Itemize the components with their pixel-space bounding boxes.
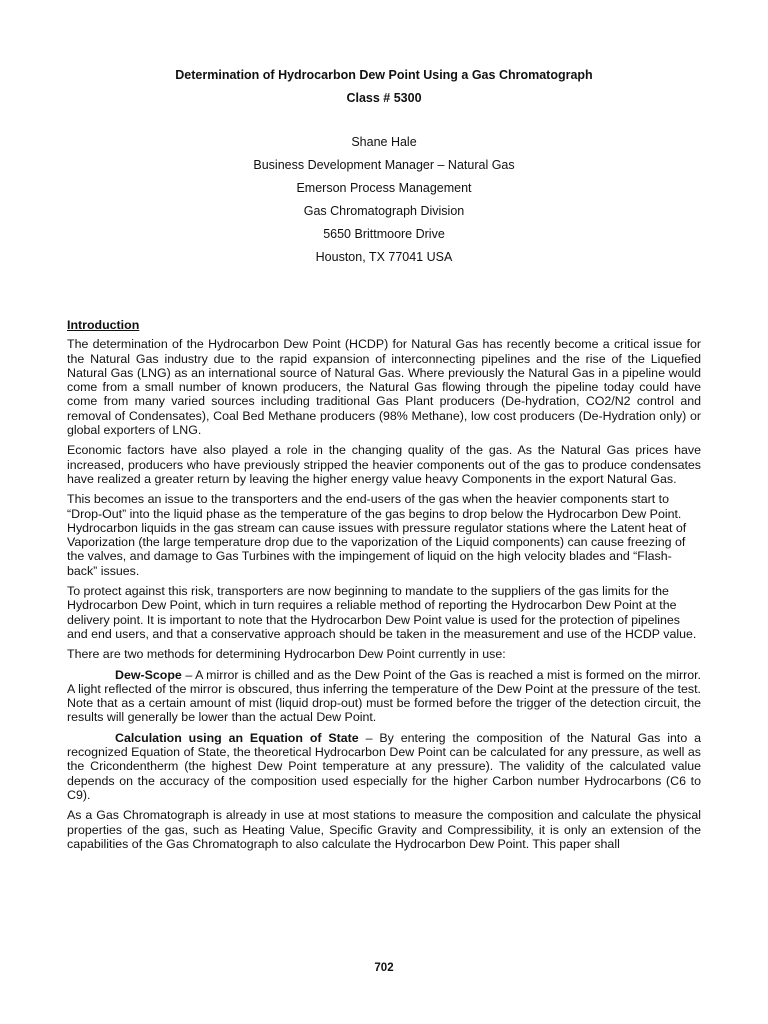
dew-scope-text: – A mirror is chilled and as the Dew Point of the Gas is reached a mist is formed on the mirror. A light reflected of the mirror is obscured, thus inferring the temperature of the Dew Point at the pressure of the test. Note that as a certain amount of mist (liquid drop-out) must be formed before the trigger of the detection circuit, the results will generally be lower than the actual Dew Point. — [67, 667, 701, 725]
section-heading-introduction: Introduction — [67, 318, 140, 332]
paragraph-8: As a Gas Chromatograph is already in use at most stations to measure the composition and calculate the physical properties of the gas, such as Heating Value, Specific Gravity and Compressibility, it is only an extension of the capabilities of the Gas Chromatograph to also calculate the Hydrocarbon Dew Point. This paper shall — [67, 808, 701, 851]
paragraph-3: This becomes an issue to the transporters and the end-users of the gas when the heavier components start to “Drop-Out” into the liquid phase as the temperature of the gas begins to drop below the Hydrocarbon Dew Point. Hydrocarbon liquids in the gas stream can cause issues with pressure regulator stations where the Latent heat of Vaporization (the large temperature drop due to the vaporization of the Liquid components) can cause freezing of the valves, and damage to Gas Turbines with the impingement of liquid on the high velocity blades and “Flash-back” issues. — [67, 492, 687, 578]
author-title: Business Development Manager – Natural Gas — [253, 158, 515, 172]
paragraph-4: To protect against this risk, transporters are now beginning to mandate to the suppliers of the gas limits for the Hydrocarbon Dew Point, which in turn requires a reliable method of reporting the Hydrocarbon Dew Point at the delivery point. It is important to note that the Hydrocarbon Dew Point value is used for the protection of pipelines and end users, and that a conservative approach should be taken in the measurement and use of the HCDP value. — [67, 584, 697, 641]
author-street: 5650 Brittmoore Drive — [323, 227, 445, 241]
author-block — [0, 131, 768, 269]
paper-header — [0, 68, 768, 269]
author-company: Emerson Process Management — [296, 181, 472, 195]
author-city: Houston, TX 77041 USA — [315, 250, 453, 264]
paper-body — [67, 318, 701, 857]
page-number: 702 — [374, 962, 394, 974]
author-division: Gas Chromatograph Division — [303, 204, 465, 218]
paragraph-1: The determination of the Hydrocarbon Dew Point (HCDP) for Natural Gas has recently become a critical issue for the Natural Gas industry due to the rapid expansion of interconnecting pipelines and the rise of the Liquefied Natural Gas (LNG) as an international source of Natural Gas. Where previously the Natural Gas in a pipeline would come from a small number of known producers, the Natural Gas flowing through the pipeline today could have come from many varied sources including traditional Gas Plant producers (De-hydration, CO2/N2 control and removal of Condensates), Coal Bed Methane producers (98% Methane), low cost producers (De-Hydration only) or global exporters of LNG. — [67, 337, 701, 438]
dew-scope-lead: Dew-Scope — [115, 667, 182, 682]
author-name: Shane Hale — [351, 135, 417, 149]
class-number: Class # 5300 — [346, 91, 422, 105]
paper-title: Determination of Hydrocarbon Dew Point Using a Gas Chromatograph — [175, 68, 593, 82]
paragraph-dew-scope — [67, 668, 701, 725]
paragraph-equation-of-state — [67, 731, 701, 802]
paragraph-5: There are two methods for determining Hydrocarbon Dew Point currently in use: — [67, 647, 506, 662]
paragraph-2: Economic factors have also played a role in the changing quality of the gas. As the Natural Gas prices have increased, producers who have previously stripped the heavier components out of the gas to produce condensates have realized a greater return by leaving the higher energy value heavy Components in the export Natural Gas. — [67, 443, 701, 486]
equation-of-state-text: – By entering the composition of the Natural Gas into a recognized Equation of State, the theoretical Hydrocarbon Dew Point can be calculated for any pressure, as well as the Cricondentherm (the highest Dew Point temperature at any pressure). The validity of the calculated value depends on the accuracy of the composition used especially for the higher Carbon number Hydrocarbons (C6 to C9). — [67, 730, 701, 802]
equation-of-state-lead: Calculation using an Equation of State — [115, 730, 359, 745]
